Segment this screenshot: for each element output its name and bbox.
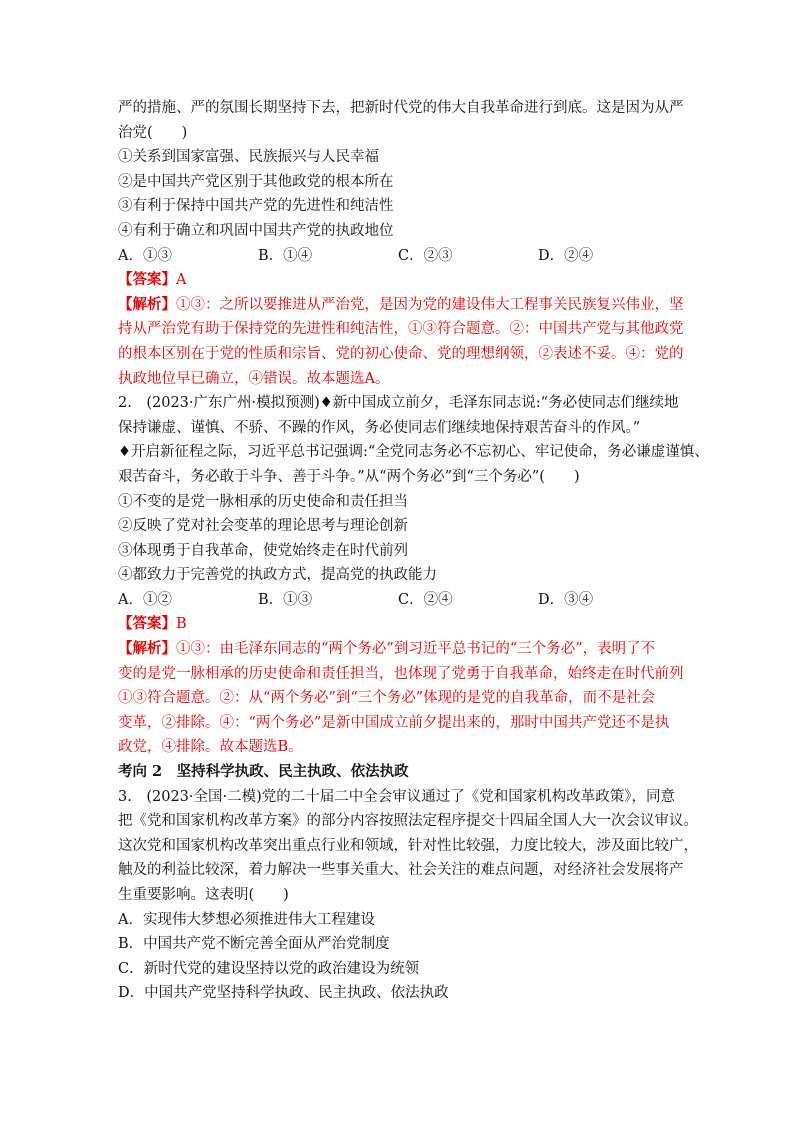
question-1 bbox=[118, 96, 692, 391]
q3-stem-line: 生重要影响。这表明( ) bbox=[118, 887, 289, 903]
analysis-text: ①③：由毛泽东同志的“两个务必”到习近平总书记的“三个务必”，表明了不 bbox=[176, 641, 656, 658]
q1-analysis-line: 执政地位早已确立，④错误。故本题选A。 bbox=[118, 370, 390, 387]
q2-options bbox=[118, 588, 692, 613]
q3-option-d[interactable]: D．中国共产党坚持科学执政、民主执政、依法执政 bbox=[118, 985, 449, 1002]
q1-statement: ③有利于保持中国共产党的先进性和纯洁性 bbox=[118, 198, 394, 215]
q2-analysis-line: ①③符合题意。②：从“两个务必”到“三个务必”体现的是党的自我革命，而不是社会 bbox=[118, 690, 656, 707]
q1-option-b[interactable]: B．①④ bbox=[258, 247, 313, 264]
q3-stem-line: 把《党和国家机构改革方案》的部分内容按照法定程序提交十四届全国人大一次会议审议。 bbox=[118, 813, 698, 830]
q2-analysis-line: 政党，④排除。故本题选B。 bbox=[118, 739, 303, 756]
q2-statement: ④都致力于完善党的执政方式，提高党的执政能力 bbox=[118, 567, 437, 584]
q3-option-c[interactable]: C．新时代党的建设坚持以党的政治建设为统领 bbox=[118, 960, 420, 977]
document-content bbox=[118, 96, 709, 1006]
answer-value: B bbox=[176, 616, 187, 633]
q2-stem-line: 2. (2023·广东广州·模拟预测)♦新中国成立前夕，毛泽东同志说:“务必使同志们继续地 bbox=[118, 395, 679, 412]
answer-label: 【答案】 bbox=[118, 615, 176, 633]
q3-stem-line: 3. (2023·全国·二模)党的二十届二中全会审议通过了《党和国家机构改革政策》，同意 bbox=[118, 788, 676, 805]
q2-analysis-line bbox=[118, 637, 692, 662]
analysis-label: 【解析】 bbox=[118, 640, 176, 658]
q2-option-a[interactable]: A．①② bbox=[118, 591, 172, 608]
q2-option-d[interactable]: D．③④ bbox=[538, 591, 594, 608]
question-2 bbox=[118, 391, 709, 760]
q1-option-d[interactable]: D．②④ bbox=[538, 247, 594, 264]
analysis-label: 【解析】 bbox=[118, 295, 176, 313]
q3-stem-line: 触及的利益比较深，着力解决一些事关重大、社会关注的难点问题，对经济社会发展将产 bbox=[118, 862, 684, 879]
q2-stem-line: ♦开启新征程之际，习近平总书记强调:“全党同志务必不忘初心、牢记使命，务必谦虚谨慎、 bbox=[118, 444, 709, 461]
q1-option-a[interactable]: A．①③ bbox=[118, 247, 172, 264]
q2-statement: ②反映了党对社会变革的理论思考与理论创新 bbox=[118, 518, 408, 535]
q2-statement: ③体现勇于自我革命，使党始终走在时代前列 bbox=[118, 542, 408, 559]
q1-answer bbox=[118, 268, 692, 293]
q3-stem-line: 这次党和国家机构改革突出重点行业和领域，针对性比较强，力度比较大，涉及面比较广， bbox=[118, 837, 698, 854]
q2-stem-line: 保持谦虚、谨慎、不骄、不躁的作风，务必使同志们继续地保持艰苦奋斗的作风。” bbox=[118, 419, 641, 436]
q1-statement: ④有利于确立和巩固中国共产党的执政地位 bbox=[118, 222, 394, 239]
q2-statement: ①不变的是党一脉相承的历史使命和责任担当 bbox=[118, 493, 408, 510]
q1-option-c[interactable]: C．②③ bbox=[398, 247, 453, 264]
q1-analysis-line bbox=[118, 293, 692, 318]
answer-label: 【答案】 bbox=[118, 271, 176, 289]
question-3 bbox=[118, 785, 698, 1006]
analysis-text: ①③：之所以要推进从严治党，是因为党的建设伟大工程事关民族复兴伟业，坚 bbox=[176, 296, 684, 313]
q1-analysis-line: 持从严治党有助于保持党的先进性和纯洁性，①③符合题意。②：中国共产党与其他政党 bbox=[118, 321, 684, 338]
q2-analysis-line: 变革，②排除。④：“两个务必”是新中国成立前夕提出来的，那时中国共产党还不是执 bbox=[118, 714, 670, 731]
q1-analysis-line: 的根本区别在于党的性质和宗旨、党的初心使命、党的理想纲领，②表述不妥。④：党的 bbox=[118, 345, 684, 362]
q2-option-c[interactable]: C．②④ bbox=[398, 591, 453, 608]
section-heading: 考向 2 坚持科学执政、民主执政、依法执政 bbox=[118, 763, 409, 781]
q1-statement: ②是中国共产党区别于其他政党的根本所在 bbox=[118, 173, 394, 190]
q1-stem-line: 严的措施、严的氛围长期坚持下去，把新时代党的伟大自我革命进行到底。这是因为从严 bbox=[118, 100, 684, 116]
q3-option-a[interactable]: A．实现伟大梦想必须推进伟大工程建设 bbox=[118, 911, 375, 928]
q2-answer bbox=[118, 612, 692, 637]
q3-option-b[interactable]: B．中国共产党不断完善全面从严治党制度 bbox=[118, 936, 390, 953]
answer-value: A bbox=[176, 272, 187, 289]
q1-stem-line: 治党( ) bbox=[118, 124, 188, 141]
q2-option-b[interactable]: B．①③ bbox=[258, 591, 313, 608]
q2-stem-line: 艰苦奋斗，务必敢于斗争、善于斗争。”从“两个务必”到“三个务必”( ) bbox=[118, 468, 580, 485]
q1-options bbox=[118, 244, 692, 269]
q1-statement: ①关系到国家富强、民族振兴与人民幸福 bbox=[118, 149, 379, 166]
q2-analysis-line: 变的是党一脉相承的历史使命和责任担当，也体现了党勇于自我革命，始终走在时代前列 bbox=[118, 665, 684, 682]
